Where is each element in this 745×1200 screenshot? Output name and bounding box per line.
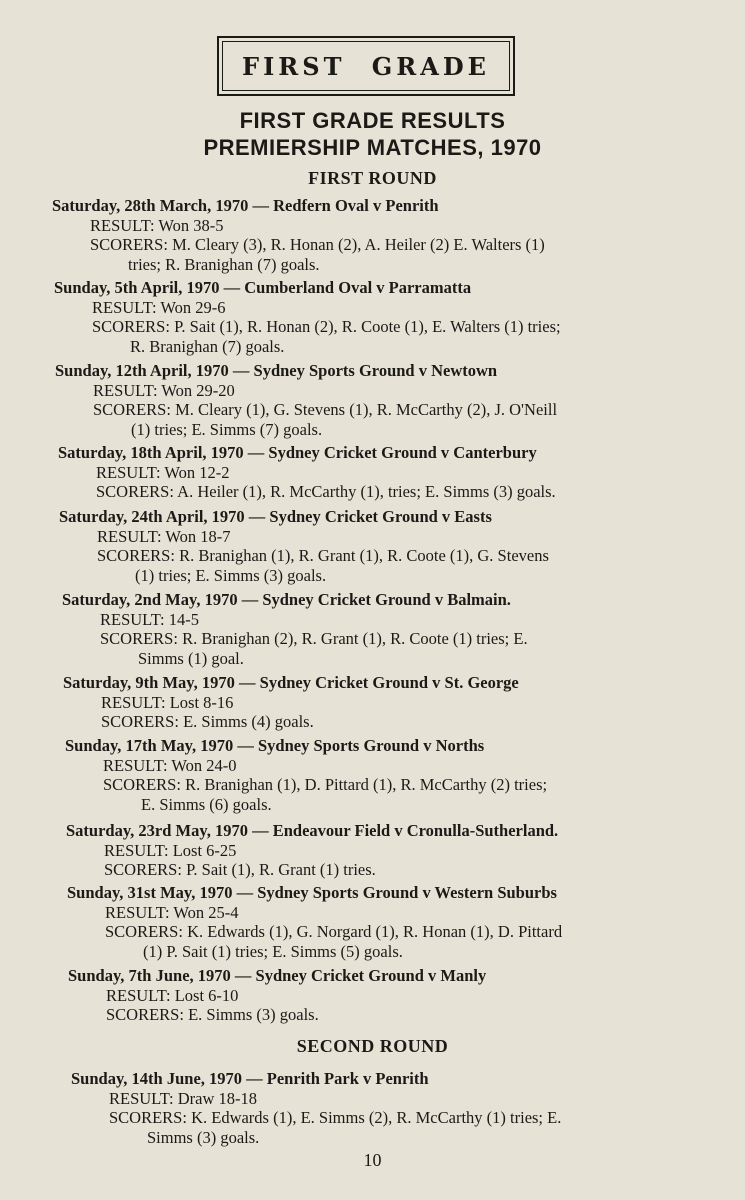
match-result: RESULT: Won 18-7	[97, 526, 231, 546]
match-result: RESULT: Won 24-0	[103, 755, 237, 775]
match-result: RESULT: Won 38-5	[90, 215, 224, 235]
match-entry	[52, 196, 545, 274]
first-round-heading: FIRST ROUND	[308, 168, 437, 188]
match-heading: Sunday, 14th June, 1970 — Penrith Park v Penrith	[71, 1069, 429, 1088]
match-scorers: SCORERS: R. Branighan (1), D. Pittard (1), R. McCarthy (2) tries;	[103, 775, 548, 794]
match-heading: Sunday, 31st May, 1970 — Sydney Sports Ground v Western Suburbs	[67, 883, 557, 902]
match-scorers-continued: R. Branighan (7) goals.	[130, 336, 285, 356]
match-entry	[54, 278, 561, 356]
match-heading: Sunday, 17th May, 1970 — Sydney Sports Ground v Norths	[65, 736, 485, 755]
match-heading: Saturday, 24th April, 1970 — Sydney Cricket Ground v Easts	[59, 507, 492, 526]
match-scorers: SCORERS: P. Sait (1), R. Grant (1) tries.	[104, 860, 376, 879]
match-entry	[67, 883, 562, 961]
match-scorers-continued: (1) tries; E. Simms (7) goals.	[131, 419, 323, 439]
second-round-heading: SECOND ROUND	[296, 1036, 449, 1056]
match-result: RESULT: 14-5	[100, 609, 199, 629]
match-scorers: SCORERS: E. Simms (3) goals.	[106, 1005, 319, 1024]
match-entry	[59, 507, 549, 585]
match-scorers: SCORERS: P. Sait (1), R. Honan (2), R. Coote (1), E. Walters (1) tries;	[92, 317, 561, 336]
match-heading: Saturday, 23rd May, 1970 — Endeavour Field v Cronulla-Sutherland.	[66, 821, 559, 840]
match-result: RESULT: Lost 6-10	[106, 985, 239, 1005]
match-entry	[68, 966, 486, 1025]
match-entry	[65, 736, 547, 814]
match-result: RESULT: Won 29-20	[93, 380, 235, 400]
match-scorers: SCORERS: R. Branighan (1), R. Grant (1), R. Coote (1), G. Stevens	[97, 546, 549, 565]
match-entry	[58, 443, 556, 502]
match-result: RESULT: Won 29-6	[92, 297, 226, 317]
match-entry	[55, 361, 557, 439]
match-scorers-continued: (1) P. Sait (1) tries; E. Simms (5) goals.	[143, 941, 403, 961]
match-scorers: SCORERS: R. Branighan (2), R. Grant (1), R. Coote (1) tries; E.	[100, 629, 528, 648]
match-result: RESULT: Lost 8-16	[101, 692, 234, 712]
match-heading: Sunday, 12th April, 1970 — Sydney Sports Ground v Newtown	[55, 361, 498, 380]
match-heading: Sunday, 7th June, 1970 — Sydney Cricket Ground v Manly	[68, 966, 487, 985]
match-heading: Saturday, 2nd May, 1970 — Sydney Cricket Ground v Balmain.	[62, 590, 511, 609]
match-result: RESULT: Lost 6-25	[104, 840, 237, 860]
match-entry	[71, 1069, 561, 1147]
match-scorers: SCORERS: K. Edwards (1), G. Norgard (1), R. Honan (1), D. Pittard	[105, 922, 563, 941]
match-entry	[62, 590, 528, 668]
match-heading: Sunday, 5th April, 1970 — Cumberland Oval v Parramatta	[54, 278, 472, 297]
match-result: RESULT: Won 25-4	[105, 902, 239, 922]
match-result: RESULT: Draw 18-18	[109, 1088, 257, 1108]
match-result: RESULT: Won 12-2	[96, 462, 230, 482]
match-scorers: SCORERS: M. Cleary (3), R. Honan (2), A. Heiler (2) E. Walters (1)	[90, 235, 545, 254]
match-scorers: SCORERS: K. Edwards (1), E. Simms (2), R. McCarthy (1) tries; E.	[109, 1108, 562, 1127]
match-scorers: SCORERS: E. Simms (4) goals.	[101, 712, 314, 731]
results-heading: FIRST GRADE RESULTS	[239, 108, 506, 133]
premiership-heading: PREMIERSHIP MATCHES, 1970	[203, 135, 542, 160]
match-heading: Saturday, 18th April, 1970 — Sydney Cricket Ground v Canterbury	[58, 443, 537, 462]
match-scorers-continued: Simms (3) goals.	[147, 1127, 260, 1147]
match-scorers-continued: tries; R. Branighan (7) goals.	[128, 254, 320, 274]
match-scorers: SCORERS: M. Cleary (1), G. Stevens (1), R. McCarthy (2), J. O'Neill	[93, 400, 558, 419]
match-scorers: SCORERS: A. Heiler (1), R. McCarthy (1), tries; E. Simms (3) goals.	[96, 482, 556, 501]
match-scorers-continued: (1) tries; E. Simms (3) goals.	[135, 565, 327, 585]
match-scorers-continued: E. Simms (6) goals.	[141, 794, 272, 814]
match-scorers-continued: Simms (1) goal.	[138, 648, 244, 668]
match-heading: Saturday, 28th March, 1970 — Redfern Oval v Penrith	[52, 196, 439, 215]
page-number: 10	[363, 1150, 382, 1170]
section-title-box	[217, 36, 515, 96]
match-entry	[63, 673, 519, 732]
match-heading: Saturday, 9th May, 1970 — Sydney Cricket Ground v St. George	[63, 673, 519, 692]
match-entry	[66, 821, 558, 880]
section-title: FIRST GRADE	[242, 51, 490, 81]
